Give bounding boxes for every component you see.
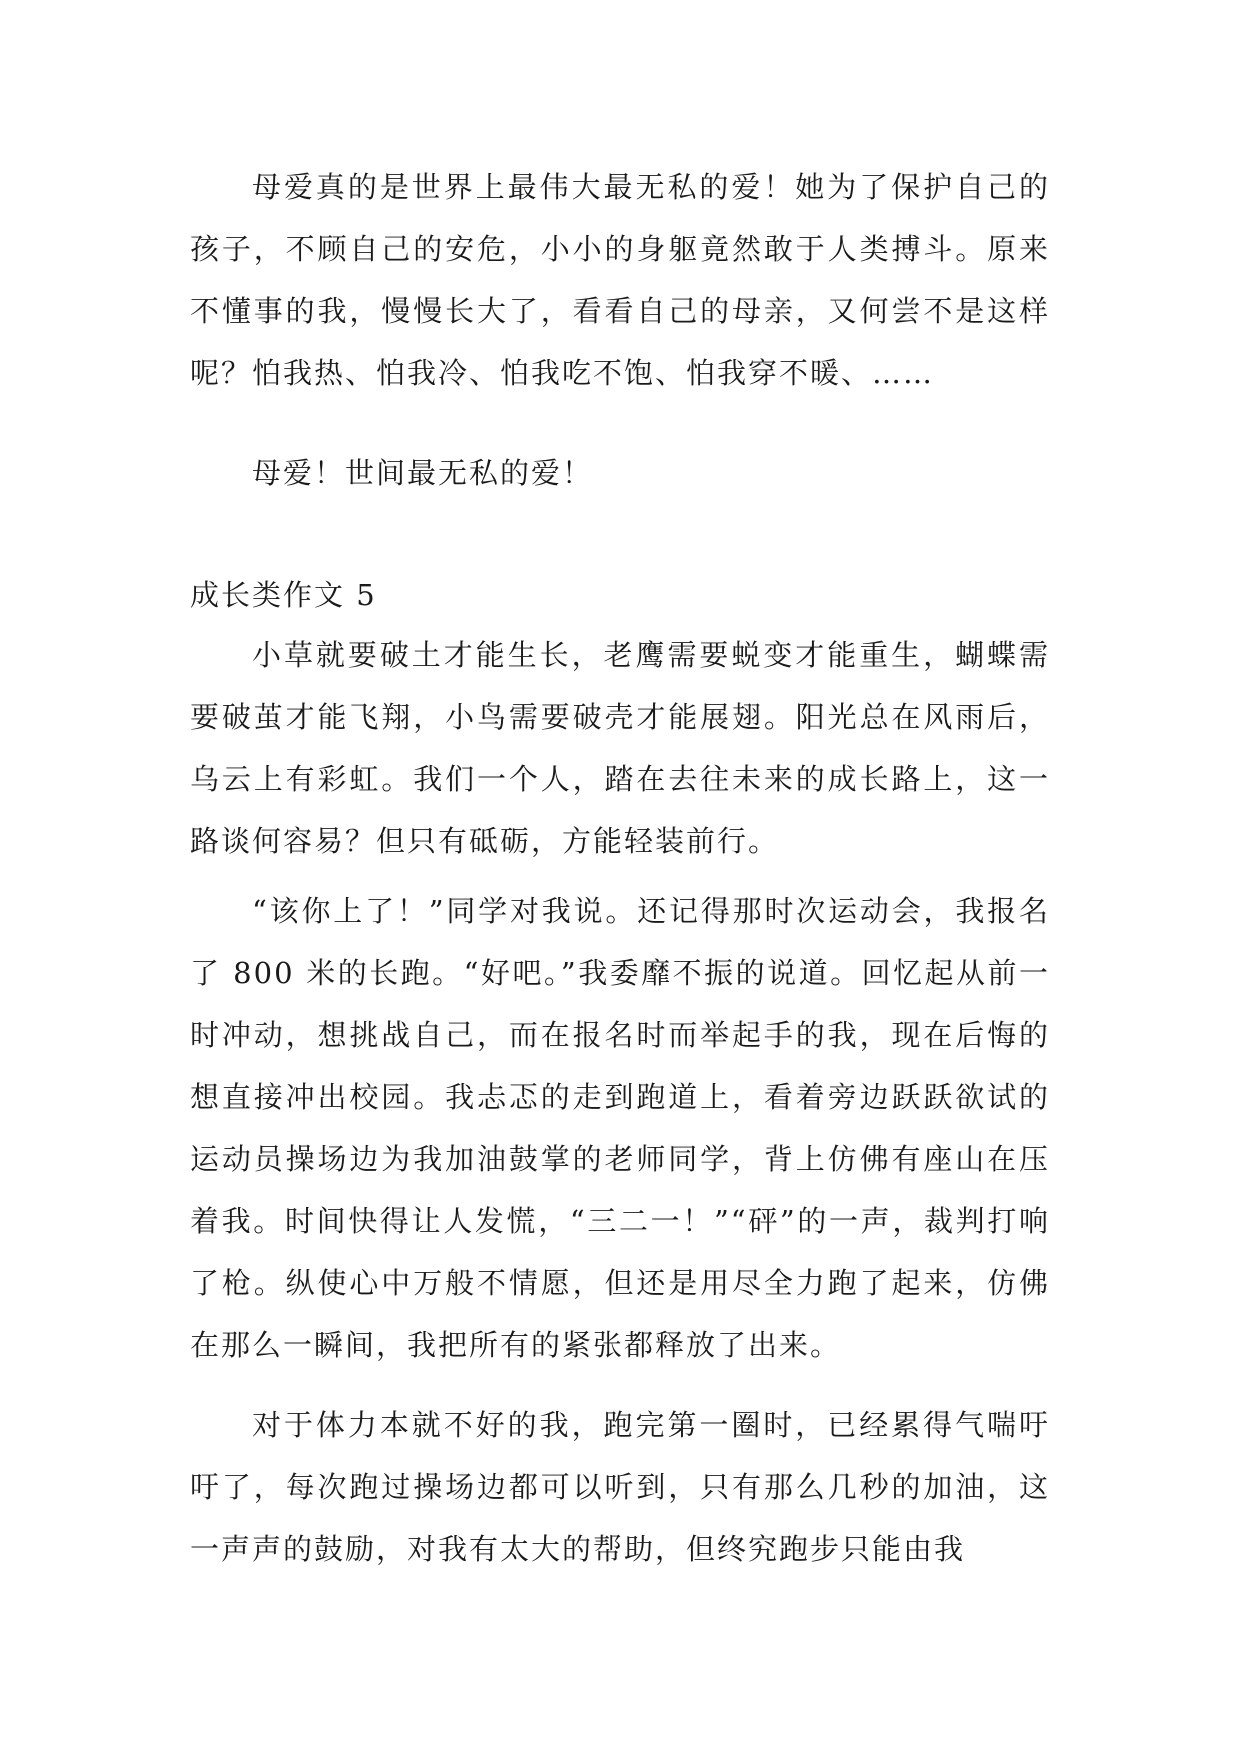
paragraph-text: “该你上了！”同学对我说。还记得那时次运动会，我报名了 800 米的长跑。“好吧。”我委靡不振的说道。回忆起从前一时冲动，想挑战自己，而在报名时而举起手的我，现在后悔的想直接冲出校园。我忐忑的走到跑道上，看着旁边跃跃欲试的运动员操场边为我加油鼓掌的老师同学，背上仿佛有座山在压着我。时间快得让人发慌，“三二一！”“砰”的一声，裁判打响了枪。纵使心中万般不情愿，但还是用尽全力跑了起来，仿佛在那么一瞬间，我把所有的紧张都释放了出来。 bbox=[190, 894, 1050, 1362]
paragraph-text: 母爱真的是世界上最伟大最无私的爱！她为了保护自己的孩子，不顾自己的安危，小小的身躯竟然敢于人类搏斗。原来不懂事的我，慢慢长大了，看看自己的母亲，又何尝不是这样呢？怕我热、怕我冷、怕我吃不饱、怕我穿不暖、…… bbox=[190, 170, 1050, 390]
paragraph-race-start bbox=[190, 880, 1050, 1376]
paragraph-mothers-love bbox=[190, 156, 1050, 404]
paragraph-race-continue bbox=[190, 1394, 1050, 1580]
paragraph-text: 小草就要破土才能生长，老鹰需要蜕变才能重生，蝴蝶需要破茧才能飞翔，小鸟需要破壳才能展翅。阳光总在风雨后，乌云上有彩虹。我们一个人，踏在去往未来的成长路上，这一路谈何容易？但只有砥砺，方能轻装前行。 bbox=[190, 638, 1050, 858]
paragraph-text: 对于体力本就不好的我，跑完第一圈时，已经累得气喘吁吁了，每次跑过操场边都可以听到，只有那么几秒的加油，这一声声的鼓励，对我有太大的帮助，但终究跑步只能由我 bbox=[190, 1408, 1050, 1566]
section-title: 成长类作文 5 bbox=[190, 578, 377, 612]
paragraph-growth-intro bbox=[190, 624, 1050, 872]
paragraph-mothers-love-conclusion bbox=[190, 442, 1050, 504]
paragraph-text: 母爱！世间最无私的爱！ bbox=[252, 456, 594, 490]
